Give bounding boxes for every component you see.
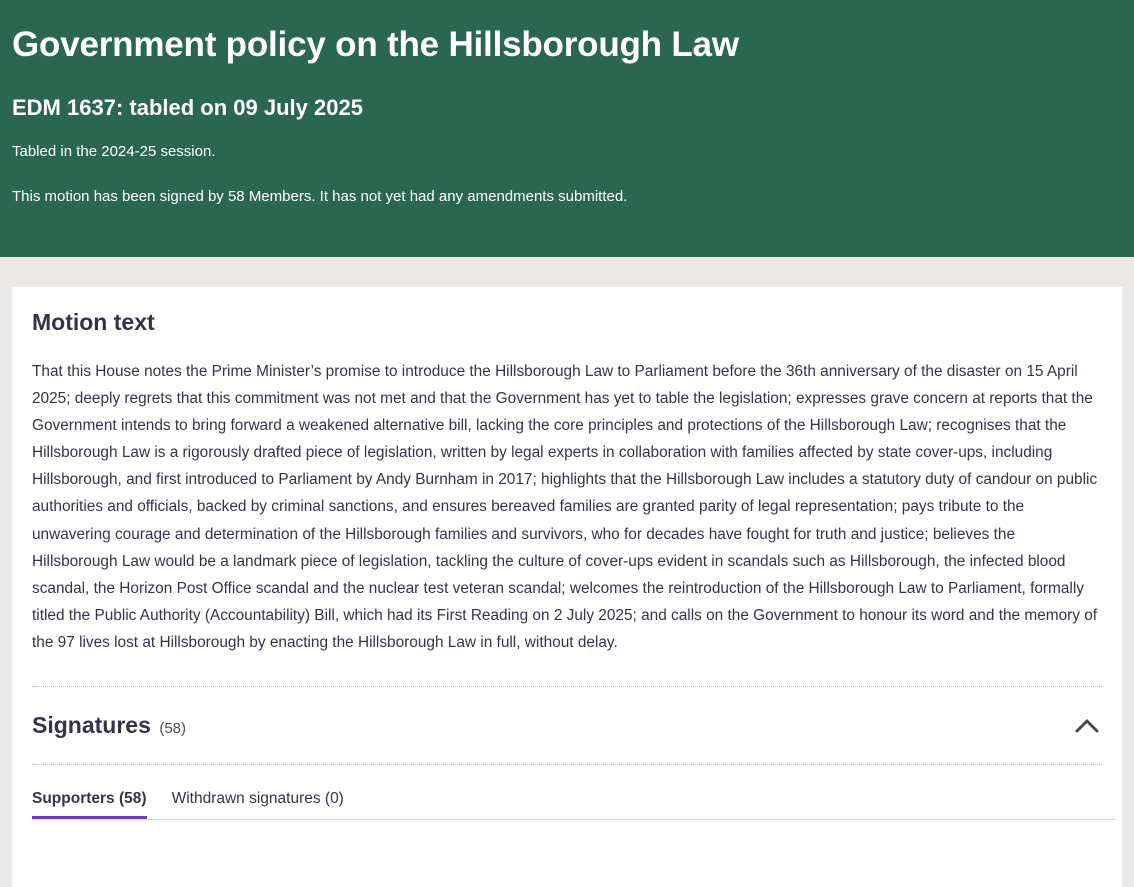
signatures-count: (58) <box>159 720 187 738</box>
signature-tabs <box>32 765 1116 820</box>
session-info: Tabled in the 2024-25 session. <box>12 143 216 160</box>
page-title: Government policy on the Hillsborough Law <box>12 25 739 64</box>
motion-card <box>12 287 1122 887</box>
signatures-heading: Signatures <box>32 712 151 739</box>
motion-text-body: That this House notes the Prime Minister’s promise to introduce the Hillsborough Law to Parliament before the 36th anniversary of the disaster on 15 April 2025; deeply regrets that this commitment was not met and that the Government has yet to table the legislation; expresses grave concern at reports that the Government intends to bring forward a weakened alternative bill, lacking the core principles and protections of the Hillsborough Law; recognises that the Hillsborough Law is a rigorously drafted piece of legislation, written by legal experts in collaboration with families affected by state cover-ups, including Hillsborough, and first introduced to Parliament by Andy Burnham in 2017; highlights that the Hillsborough Law includes a statutory duty of candour on public authorities and officials, backed by criminal sanctions, and ensures bereaved families are granted parity of legal representation; pays tribute to the unwavering courage and determination of the Hillsborough families and survivors, who for decades have fought for truth and justice; believes the Hillsborough Law would be a landmark piece of legislation, tackling the culture of cover-ups evident in scandals such as Hillsborough, the infected blood scandal, the Horizon Post Office scandal and the nuclear test veteran scandal; welcomes the reintroduction of the Hillsborough Law to Parliament, formally titled the Public Authority (Accountability) Bill, which had its First Reading on 2 July 2025; and calls on the Government to honour its word and the memory of the 97 lives lost at Hillsborough by enacting the Hillsborough Law in full, without delay. <box>32 363 1098 651</box>
signatures-section-header[interactable] <box>32 687 1102 764</box>
signatures-heading-group <box>32 712 186 739</box>
tab-supporters[interactable]: Supporters (58) <box>32 765 147 819</box>
signature-summary: This motion has been signed by 58 Members. It has not yet had any amendments submitted. <box>12 188 628 205</box>
edm-header <box>0 0 1134 257</box>
tab-withdrawn-signatures[interactable]: Withdrawn signatures (0) <box>171 790 344 808</box>
chevron-up-icon[interactable] <box>1074 716 1100 736</box>
motion-text-heading: Motion text <box>32 309 155 335</box>
edm-subtitle: EDM 1637: tabled on 09 July 2025 <box>12 95 363 120</box>
